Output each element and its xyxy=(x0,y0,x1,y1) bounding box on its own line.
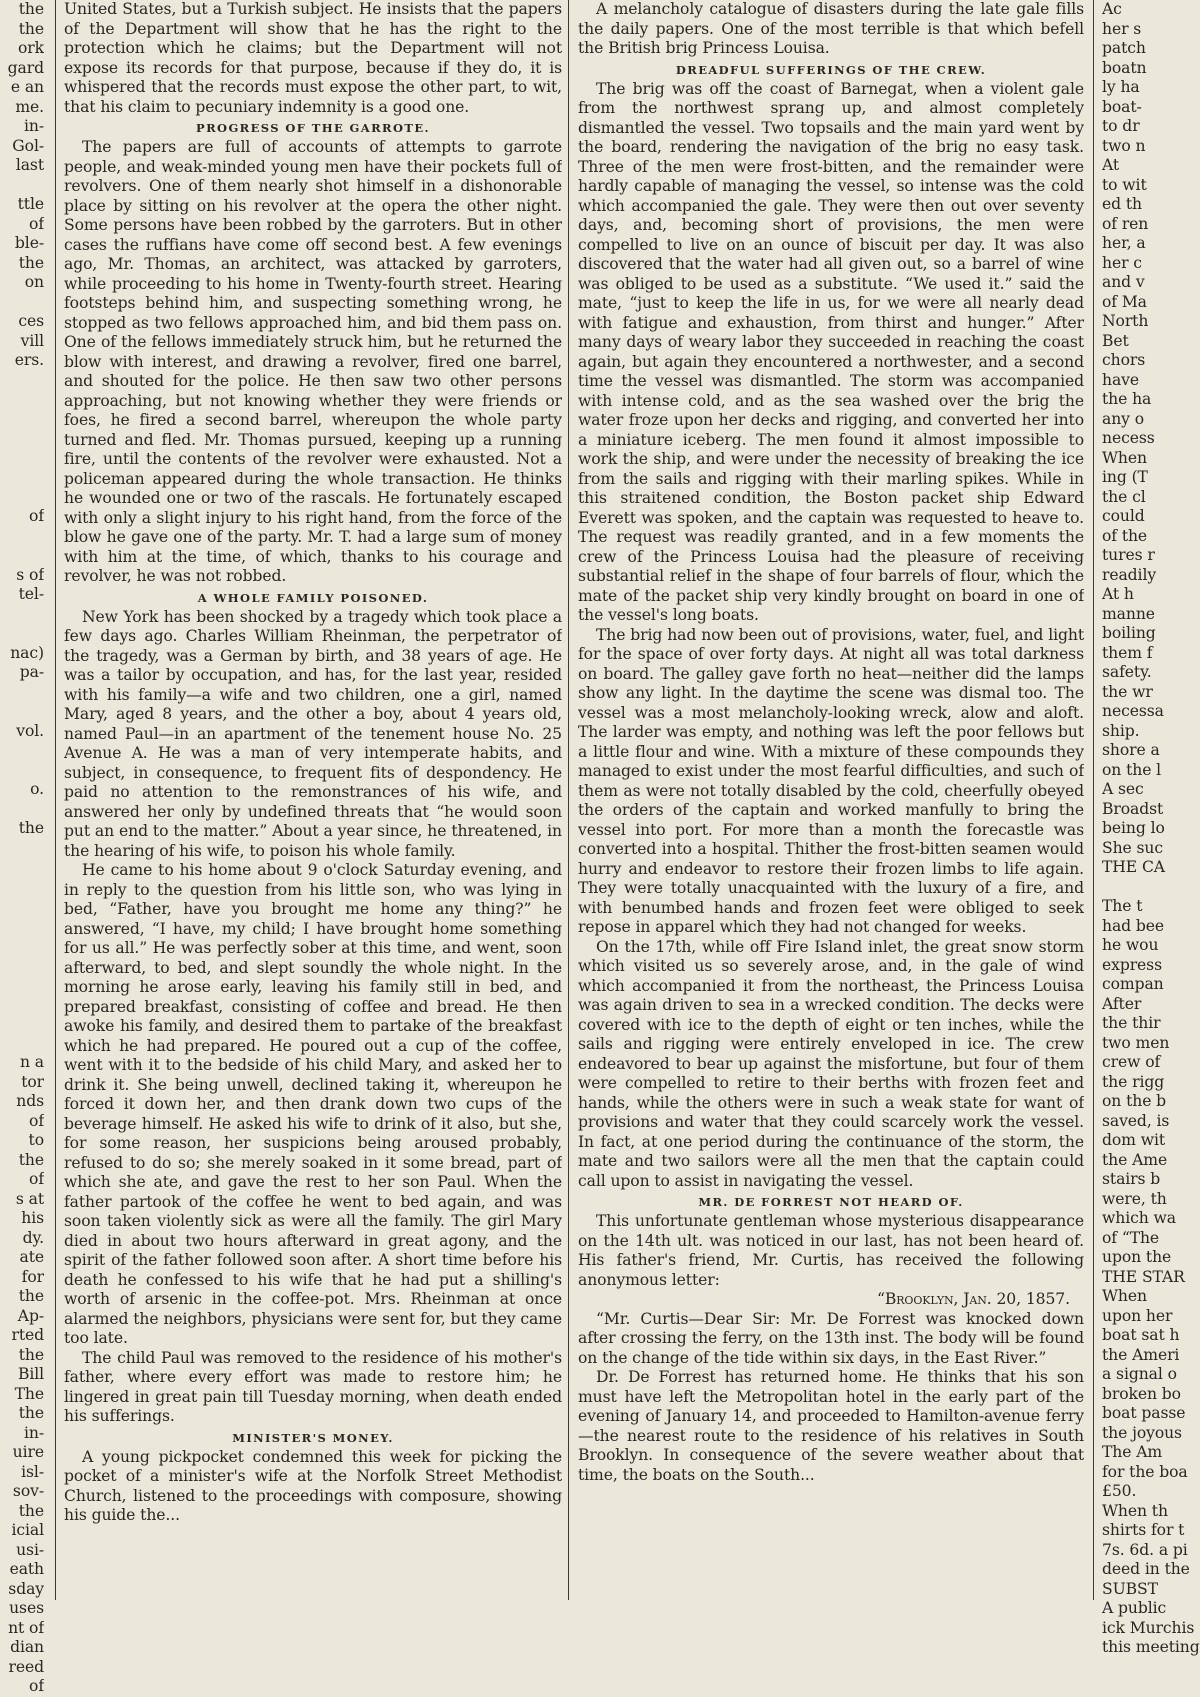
edge-line: THE CA xyxy=(1102,858,1165,876)
edge-line xyxy=(0,702,44,722)
edge-line: the xyxy=(18,1501,44,1520)
edge-line: Broadst xyxy=(1102,799,1164,818)
edge-line xyxy=(0,293,44,313)
edge-line: uses xyxy=(9,1599,44,1617)
edge-line xyxy=(0,975,44,995)
edge-line xyxy=(1102,878,1200,898)
paragraph: This unfortunate gentleman whose mysterious disappearance on the 14th ult. was noticed in our last, has not been heard of. His father's friend, Mr. Curtis, has received the following anonymous letter: xyxy=(578,1212,1084,1289)
paragraph: He came to his home about 9 o'clock Saturday evening, and in reply to the question from his little son, who was lying in bed, “Father, have you brought me home any thing?” he answered, “I have, my child; I have brought home something for us all.” He was perfectly sober at this time, and went, soon afterward, to bed, and slept soundly the whole night. In the morning he arose early, leaving his family still in bed, and prepared breakfast, consisting of coffee and bread. He then awoke his family, and desired them to partake of the breakfast which he had prepared. He poured out a cup of the coffee, went with it to the bedside of his child Mary, and asked her to drink it. She being unwell, declined taking it, whereupon he forced it down her, and then drank down two cups of the beverage himself. He asked his wife to drink of it also, but she, for some reason, her suspicions being aroused probably, refused to do so; she merely soaked in it some bread, part of which she ate, and gave the rest to her son Paul. When the father partook of the coffee he went to bed again, and was soon taken violently sick as were all the family. The girl Mary died in about two hours afterward in great agony, and the spirit of the father followed soon after. A short time before his death he confessed to his wife that he had put a shilling's worth of arsenic in the coffee-pot. Mrs. Rheinman at once alarmed the neighbors, physicians were sent for, but they came too late. xyxy=(64,861,562,1347)
edge-line xyxy=(0,605,44,625)
edge-line: ick Murchis xyxy=(1102,1618,1195,1637)
edge-line: to xyxy=(28,1131,44,1149)
edge-line: When xyxy=(1102,1287,1147,1305)
edge-line: ces xyxy=(18,312,44,330)
edge-line: crew of xyxy=(1102,1053,1161,1071)
edge-line: stairs b xyxy=(1102,1170,1161,1188)
edge-line: reed xyxy=(8,1657,44,1676)
edge-line: rted xyxy=(11,1326,44,1344)
edge-line: the xyxy=(18,19,44,38)
edge-line: ly ha xyxy=(1102,78,1140,96)
edge-line: SUBST xyxy=(1102,1579,1158,1598)
edge-line: A sec xyxy=(1102,780,1144,798)
edge-line: isl- xyxy=(21,1462,44,1481)
edge-line: boat- xyxy=(1102,97,1142,116)
paragraph: The brig had now been out of provisions, water, fuel, and light for the space of over forty days. At night all was total darkness on board. The galley gave forth no heat—neither did the lamps show any light. In the daytime the scene was dismal too. The vessel was a most melancholy-looking wreck, alow and aloft. The larder was empty, and nothing was left the poor fellows but a little flour and wine. With a mixture of these compounds they managed to exist under the most fearful difficulties, and such of them as were not totally disabled by the cold, cheerfully obeyed the orders of the captain and worked manfully to bring the vessel into port. For more than a month the forecastle was converted into a hospital. Thither the frost-bitten seamen would hurry and endeavor to restore their frozen limbs to life again. They were totally unacquainted with the luxury of a fire, and with benumbed hands and frozen feet were obliged to seek repose in apparel which they had not changed for weeks. xyxy=(578,625,1084,936)
paragraph: The brig was off the coast of Barnegat, when a violent gale from the northwest sprang up, and almost completely dismantled the vessel. Two topsails and the main yard went by the board, rendering the navigation of the brig no easy task. Three of the men were frost-bitten, and the remainder were hardly capable of managing the vessel, so intense was the cold which accompanied the gale. They were then out over seventy days, and, becoming short of provisions, the men were compelled to live on an ounce of biscuit per day. It was also discovered that the water had all given out, so a barrel of wine was obliged to be used as a substitute. “We used it.” said the mate, “just to keep the life in us, for we were all nearly dead with fatigue and exhaustion, from thirst and hunger.” After many days of weary labor they succeeded in reaching the coast again, but again they encountered a northwester, and a second time the vessel was dismantled. The storm was accompanied with intense cold, and as the sea washed over the brig the water froze upon her decks and rigging, and converted her into a miniature iceberg. The men found it almost impossible to work the ship, and were under the necessity of breaking the ice from the sails and rigging with their marling spikes. While in this straitened condition, the Boston packet ship Edward Everett was spoken, and the captain was requested to heave to. The request was readily granted, and in a few moments the crew of the Princess Louisa had the pleasure of receiving substantial relief in the shape of four barrels of flour, which the mate of the packet ship very kindly brought on board in one of the vessel's long boats. xyxy=(578,79,1084,624)
edge-line: boatn xyxy=(1102,58,1147,77)
edge-line: the wr xyxy=(1102,682,1153,701)
edge-line: her, a xyxy=(1102,234,1146,252)
edge-line: Ac xyxy=(1102,0,1122,18)
edge-line: could xyxy=(1102,507,1145,525)
paragraph: On the 17th, while off Fire Island inlet, the great snow storm which visited us so severely arose, and, in the gale of wind which accompanied it from the northeast, the Princess Louisa was again driven to sea in a wrecked condition. The decks were covered with ice to the depth of eight or ten inches, while the sails and rigging were entirely enveloped in ice. The crew endeavored to bear up against the misfortune, but four of them were compelled to retire to their berths with frozen feet and hands, while the others were in such a weak state for want of provisions and water that they could scarcely work the vessel. In fact, at one period during the continuance of the storm, the mate and two sailors were all the men that the captain could call upon to assist in navigating the vessel. xyxy=(578,937,1084,1190)
column-rule xyxy=(55,0,56,1600)
edge-line xyxy=(0,839,44,859)
edge-line: two n xyxy=(1102,136,1146,155)
edge-line: to dr xyxy=(1102,117,1140,135)
edge-line: THE STAR xyxy=(1102,1267,1185,1286)
edge-line: After xyxy=(1102,994,1142,1013)
edge-line: the rigg xyxy=(1102,1072,1165,1091)
edge-line xyxy=(0,390,44,410)
edge-line: them f xyxy=(1102,643,1153,662)
edge-line: icial xyxy=(11,1521,44,1539)
edge-line: s at xyxy=(15,1189,44,1208)
edge-line xyxy=(0,546,44,566)
edge-line xyxy=(0,176,44,196)
edge-line: nds xyxy=(16,1092,44,1110)
edge-line: the ha xyxy=(1102,390,1152,408)
edge-line: tel- xyxy=(18,585,44,603)
edge-line: the thir xyxy=(1102,1014,1161,1032)
edge-line: ble- xyxy=(14,234,44,252)
edge-line: the xyxy=(18,1287,44,1305)
edge-line xyxy=(0,741,44,761)
edge-line: the xyxy=(18,1150,44,1169)
edge-line: safety. xyxy=(1102,663,1152,681)
edge-line: dy. xyxy=(22,1228,44,1247)
edge-line: the xyxy=(18,253,44,272)
edge-line: on the l xyxy=(1102,760,1162,779)
edge-line: 7s. 6d. a pi xyxy=(1102,1540,1188,1559)
edge-line: North xyxy=(1102,312,1149,330)
edge-line: sov- xyxy=(12,1482,44,1500)
edge-line xyxy=(0,624,44,644)
letter-text: “Mr. Curtis—Dear Sir: Mr. De Forrest was knocked down after crossing the ferry, on the 13th inst. The body will be found on the change of the tide within six days, in the East River.” xyxy=(578,1309,1084,1367)
section-heading: A WHOLE FAMILY POISONED. xyxy=(197,590,429,605)
edge-line xyxy=(0,917,44,937)
edge-line: the Ameri xyxy=(1102,1345,1180,1364)
edge-line: The Am xyxy=(1102,1443,1163,1461)
edge-line: usi- xyxy=(16,1540,44,1559)
edge-line: the cl xyxy=(1102,487,1146,506)
edge-line: shirts for t xyxy=(1102,1521,1185,1539)
edge-line xyxy=(0,897,44,917)
edge-line xyxy=(0,468,44,488)
edge-line xyxy=(0,371,44,391)
edge-line: manne xyxy=(1102,604,1155,623)
edge-line: boat passe xyxy=(1102,1404,1186,1422)
edge-line: have xyxy=(1102,370,1139,389)
edge-line: had bee xyxy=(1102,916,1165,935)
edge-line: her c xyxy=(1102,253,1142,272)
edge-line: ttle xyxy=(17,195,44,213)
edge-line xyxy=(0,878,44,898)
edge-line: s of xyxy=(16,565,44,584)
edge-line: Bill xyxy=(17,1365,44,1383)
edge-line: At h xyxy=(1102,585,1134,603)
edge-line: being lo xyxy=(1102,819,1165,837)
edge-line: boat sat h xyxy=(1102,1326,1180,1344)
edge-line: the xyxy=(18,819,44,837)
edge-line: nac) xyxy=(10,643,44,662)
section-heading: MR. DE FORREST NOT HEARD OF. xyxy=(698,1195,964,1209)
edge-line xyxy=(0,449,44,469)
edge-line: ship. xyxy=(1102,721,1140,740)
article-column-left xyxy=(64,0,562,1526)
paragraph: United States, but a Turkish subject. He insists that the papers of the Department will show that he has the right to the protection which he claims; but the Department will not expose its records for that purpose, because if they do, it is whispered that the records must expose the other part, to wit, that his claim to pecuniary indemnity is a good one. xyxy=(64,0,562,116)
edge-line: which wa xyxy=(1102,1209,1176,1227)
edge-line: in- xyxy=(24,117,44,135)
edge-line: When xyxy=(1102,448,1147,467)
letter-dateline: “Brooklyn, Jan. 20, 1857. xyxy=(876,1290,1070,1308)
edge-line: dom wit xyxy=(1102,1131,1166,1149)
paragraph: New York has been shocked by a tragedy which took place a few days ago. Charles William Rheinman, the perpetrator of the tragedy, was a German by birth, and 38 years of age. He was a tailor by occupation, and has, for the last year, resided with his family—a wife and two children, one a girl, named Mary, aged 8 years, and the other a boy, about 4 years old, named Paul—in an apartment of the tenement house No. 25 Avenue A. He was a man of very intemperate habits, and subject, in consequence, to frequent fits of despondency. He paid no attention to the remonstrances of his wife, and answered her only by undefined threats that “he would soon put an end to the matter.” About a year since, he threatened, in the hearing of his wife, to poison his whole family. xyxy=(64,607,562,860)
article-column-right xyxy=(578,0,1084,1485)
section-heading: DREADFUL SUFFERINGS OF THE CREW. xyxy=(675,62,987,77)
edge-line: deed in the xyxy=(1102,1560,1190,1578)
edge-line: of xyxy=(29,507,44,525)
edge-line: any o xyxy=(1102,409,1144,428)
edge-line: saved, is xyxy=(1102,1111,1170,1130)
edge-line: ed th xyxy=(1102,195,1142,213)
edge-line: A public xyxy=(1102,1599,1167,1617)
edge-line: patch xyxy=(1102,39,1146,57)
edge-line: When th xyxy=(1102,1501,1168,1520)
edge-line: of the xyxy=(1102,526,1148,545)
column-rule xyxy=(1093,0,1094,1600)
edge-line: nt of xyxy=(8,1618,44,1637)
edge-line: readily xyxy=(1102,565,1157,584)
edge-line xyxy=(0,995,44,1015)
paragraph: Dr. De Forrest has returned home. He thinks that his son must have left the Metropolitan hotel in the early part of the evening of January 14, and proceeded to Hamilton-avenue ferry—the nearest route to the residence of his relatives in South Brooklyn. In consequence of the severe weather about that time, the boats on the South... xyxy=(578,1368,1084,1484)
edge-line: The t xyxy=(1102,897,1143,915)
edge-line: upon the xyxy=(1102,1248,1172,1266)
edge-line xyxy=(0,683,44,703)
edge-line: his xyxy=(21,1209,44,1227)
edge-line: the joyous xyxy=(1102,1423,1182,1442)
edge-line: for xyxy=(21,1267,44,1286)
edge-line: ing (T xyxy=(1102,468,1148,486)
edge-line: gard xyxy=(7,58,44,77)
edge-line xyxy=(0,527,44,547)
edge-line xyxy=(0,488,44,508)
edge-line: of xyxy=(29,1677,44,1695)
edge-line: me. xyxy=(15,97,44,116)
edge-line: for the boa xyxy=(1102,1462,1188,1481)
edge-line xyxy=(0,1014,44,1034)
edge-line: At xyxy=(1102,156,1120,174)
edge-line xyxy=(0,1034,44,1054)
edge-line: on xyxy=(24,273,44,291)
edge-line xyxy=(0,429,44,449)
edge-line: She suc xyxy=(1102,838,1163,857)
edge-line: ers. xyxy=(14,351,44,369)
edge-line: compan xyxy=(1102,975,1164,993)
edge-line: of “The xyxy=(1102,1228,1160,1247)
edge-line: dian xyxy=(10,1638,44,1656)
edge-line: in- xyxy=(24,1423,44,1442)
paragraph: The papers are full of accounts of attempts to garrote people, and weak-minded young men have their pockets full of revolvers. One of them nearly shot himself in a dishonorable place by sitting on his revolver at the opera the other night. Some persons have been robbed by the garroters. But in other cases the ruffians have come off second best. A few evenings ago, Mr. Thomas, an architect, was attacked by garroters, while proceeding to his home in Twenty-fourth street. Hearing footsteps behind him, and suspecting something wrong, he stopped as two fellows approached him, and bid them pass on. One of the fellows immediately struck him, but he returned the blow with interest, and drawing a revolver, fired one barrel, and shouted for the police. He then saw two other persons approaching, but not knowing whether they were friends or foes, he fired a second barrel, whereupon the whole party turned and fled. Mr. Thomas pursued, keeping up a running fire, until the contents of the revolver were exhausted. Not a policeman appeared during the whole transaction. He thinks he wounded one or two of the rascals. He fortunately escaped with only a slight injury to his right hand, from the force of the blow he gave one of the party. Mr. T. had a large sum of money with him at the time, of which, thanks to his courage and revolver, he was not robbed. xyxy=(64,138,562,585)
edge-line xyxy=(0,800,44,820)
edge-line: boiling xyxy=(1102,624,1156,642)
edge-line: of ren xyxy=(1102,214,1149,233)
edge-line: The xyxy=(14,1384,44,1403)
edge-line: of xyxy=(29,1170,44,1188)
edge-line: vol. xyxy=(16,721,44,740)
edge-line xyxy=(0,936,44,956)
paragraph: A young pickpocket condemned this week for picking the pocket of a minister's wife at the Norfolk Street Methodist Church, listened to the proceedings with composure, showing his guide the... xyxy=(64,1447,562,1524)
paragraph: A melancholy catalogue of disasters during the late gale fills the daily papers. One of the most terrible is that which befell the British brig Princess Louisa. xyxy=(578,0,1084,57)
left-edge-column xyxy=(0,0,44,1697)
edge-line: n a xyxy=(20,1053,44,1071)
edge-line: uire xyxy=(12,1443,44,1461)
edge-line: ork xyxy=(18,39,44,57)
edge-line: on the b xyxy=(1102,1092,1167,1110)
edge-line: the xyxy=(18,1404,44,1422)
edge-line: vill xyxy=(20,331,44,350)
edge-line: o. xyxy=(30,780,44,798)
edge-line: ate xyxy=(19,1248,44,1266)
edge-line: last xyxy=(15,156,44,174)
edge-line: a signal o xyxy=(1102,1365,1177,1383)
edge-line xyxy=(0,956,44,976)
edge-line: tures r xyxy=(1102,546,1155,564)
edge-line: £50. xyxy=(1102,1482,1137,1500)
edge-line: tor xyxy=(21,1072,44,1091)
section-heading: PROGRESS OF THE GARROTE. xyxy=(196,121,430,135)
edge-line: e an xyxy=(10,78,44,96)
edge-line: chors xyxy=(1102,351,1146,369)
edge-line: the xyxy=(18,0,44,18)
edge-line: two men xyxy=(1102,1033,1170,1052)
column-rule xyxy=(568,0,569,1600)
edge-line: Ap- xyxy=(17,1306,44,1325)
edge-line: the Ame xyxy=(1102,1150,1168,1169)
edge-line: eath xyxy=(9,1560,44,1578)
edge-line: of Ma xyxy=(1102,292,1147,311)
edge-line: were, th xyxy=(1102,1189,1167,1208)
edge-line: of xyxy=(29,1111,44,1130)
section-heading: MINISTER'S MONEY. xyxy=(232,1430,394,1445)
edge-line: of xyxy=(29,214,44,233)
edge-line: her s xyxy=(1102,19,1142,38)
edge-line: the xyxy=(18,1345,44,1364)
edge-line xyxy=(0,410,44,430)
edge-line: necessa xyxy=(1102,702,1164,720)
edge-line xyxy=(0,858,44,878)
edge-line: Gol- xyxy=(12,136,44,155)
edge-line: upon her xyxy=(1102,1306,1173,1325)
edge-line: pa- xyxy=(19,663,44,681)
edge-line: to wit xyxy=(1102,175,1147,194)
edge-line: express xyxy=(1102,955,1162,974)
edge-line: sday xyxy=(8,1579,44,1598)
right-edge-column xyxy=(1102,0,1200,1658)
edge-line: he wou xyxy=(1102,936,1159,954)
edge-line: Bet xyxy=(1102,331,1129,350)
edge-line: this meeting xyxy=(1102,1638,1200,1656)
edge-line: necess xyxy=(1102,429,1155,447)
edge-line: shore a xyxy=(1102,741,1160,759)
edge-line: and v xyxy=(1102,273,1145,291)
edge-line xyxy=(0,761,44,781)
paragraph: The child Paul was removed to the residence of his mother's father, where every effort was made to restore him; he lingered in great pain till Tuesday morning, when death ended his sufferings. xyxy=(64,1348,562,1425)
edge-line: broken bo xyxy=(1102,1384,1181,1403)
